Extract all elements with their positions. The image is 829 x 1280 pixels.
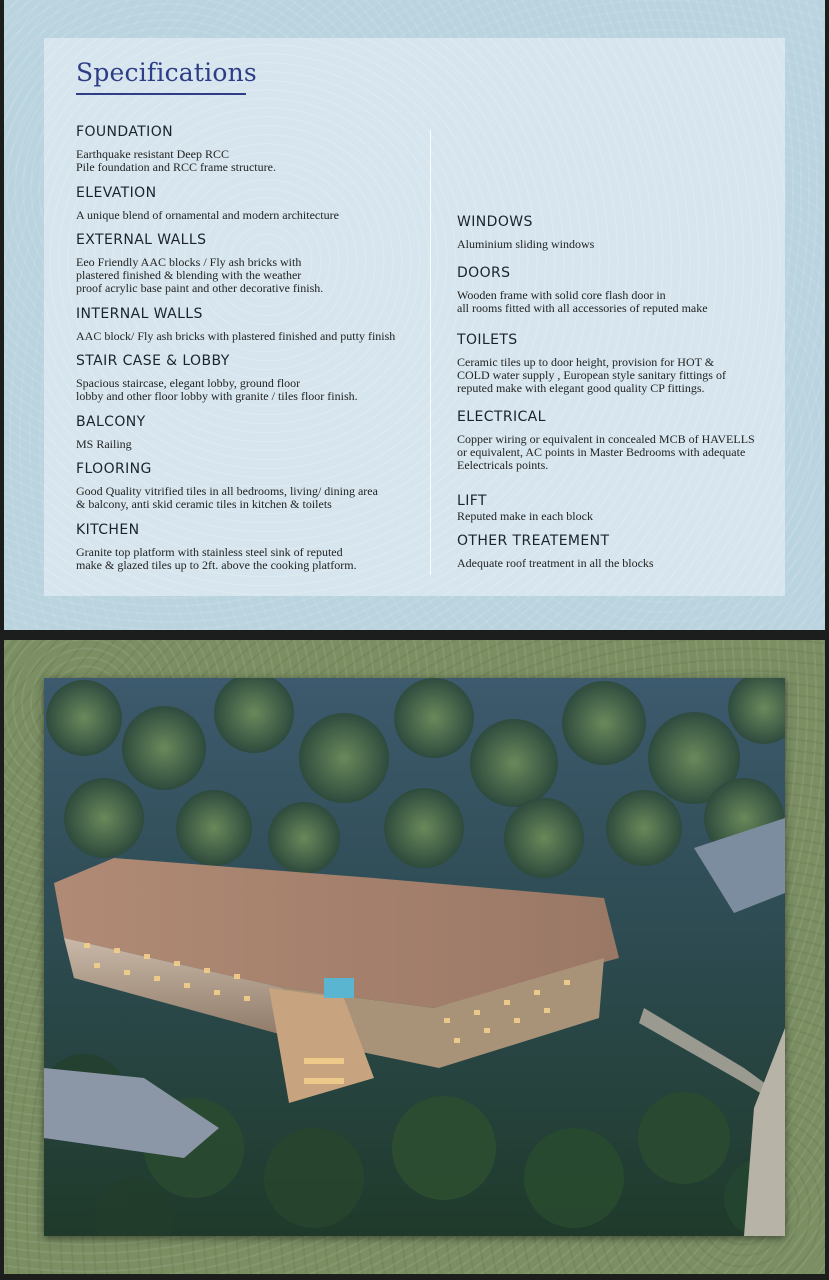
spec-heading: BALCONY (76, 414, 146, 430)
spec-foundation (76, 124, 416, 174)
spec-heading: WINDOWS (457, 214, 533, 230)
spec-text: Eeo Friendly AAC blocks / Fly ash bricks with plastered finished & blending with the weather proof acrylic base paint and other decorative finish. (76, 255, 324, 295)
spec-heading: KITCHEN (76, 522, 140, 538)
spec-text: Granite top platform with stainless steel sink of reputed make & glazed tiles up to 2ft. above the cooking platform. (76, 545, 357, 572)
spec-text: Copper wiring or equivalent in concealed MCB of HAVELLS or equivalent, AC points in Master Bedrooms with adequate Eelectricals points. (457, 432, 755, 472)
spec-heading: STAIR CASE & LOBBY (76, 353, 230, 369)
spec-heading: TOILETS (457, 332, 518, 348)
specifications-panel (44, 38, 785, 596)
spec-balcony (76, 414, 416, 451)
spec-text: Ceramic tiles up to door height, provision for HOT & COLD water supply , European style sanitary fittings of reputed make with elegant good quality CP fittings. (457, 355, 726, 395)
spec-electrical (457, 409, 767, 472)
spec-stair-case-lobby (76, 353, 416, 403)
building-aerial-render (44, 678, 785, 1236)
spec-text: Good Quality vitrified tiles in all bedrooms, living/ dining area & balcony, anti skid ceramic tiles in kitchen & toilets (76, 484, 378, 511)
spec-external-walls (76, 232, 416, 295)
spec-heading: ELECTRICAL (457, 409, 546, 425)
spec-heading: ELEVATION (76, 185, 157, 201)
spec-heading: DOORS (457, 265, 511, 281)
spec-heading: FLOORING (76, 461, 152, 477)
column-divider (430, 130, 431, 575)
spec-kitchen (76, 522, 416, 572)
spec-text: A unique blend of ornamental and modern architecture (76, 208, 339, 222)
spec-elevation (76, 185, 416, 222)
spec-heading: EXTERNAL WALLS (76, 232, 207, 248)
page-title: Specifications (76, 58, 257, 87)
spec-heading: LIFT (457, 493, 487, 509)
spec-text: Spacious staircase, elegant lobby, ground floor lobby and other floor lobby with granite / tiles floor finish. (76, 376, 358, 403)
render-page (4, 640, 825, 1274)
title-underline (76, 93, 246, 95)
spec-text: Wooden frame with solid core flash door in all rooms fitted with all accessories of reputed make (457, 288, 708, 315)
spec-toilets (457, 332, 767, 395)
spec-lift (457, 493, 767, 523)
spec-heading: OTHER TREATEMENT (457, 533, 610, 549)
spec-text: AAC block/ Fly ash bricks with plastered finished and putty finish (76, 329, 396, 343)
spec-text: Reputed make in each block (457, 509, 593, 523)
spec-text: Aluminium sliding windows (457, 237, 595, 251)
specifications-page (4, 0, 825, 630)
spec-text: MS Railing (76, 437, 132, 451)
spec-windows (457, 214, 767, 251)
spec-heading: FOUNDATION (76, 124, 173, 140)
spec-other-treatment (457, 533, 767, 570)
spec-heading: INTERNAL WALLS (76, 306, 203, 322)
spec-internal-walls (76, 306, 436, 343)
spec-text: Earthquake resistant Deep RCC Pile foundation and RCC frame structure. (76, 147, 276, 174)
spec-text: Adequate roof treatment in all the blocks (457, 556, 654, 570)
spec-flooring (76, 461, 416, 511)
spec-doors (457, 265, 767, 315)
